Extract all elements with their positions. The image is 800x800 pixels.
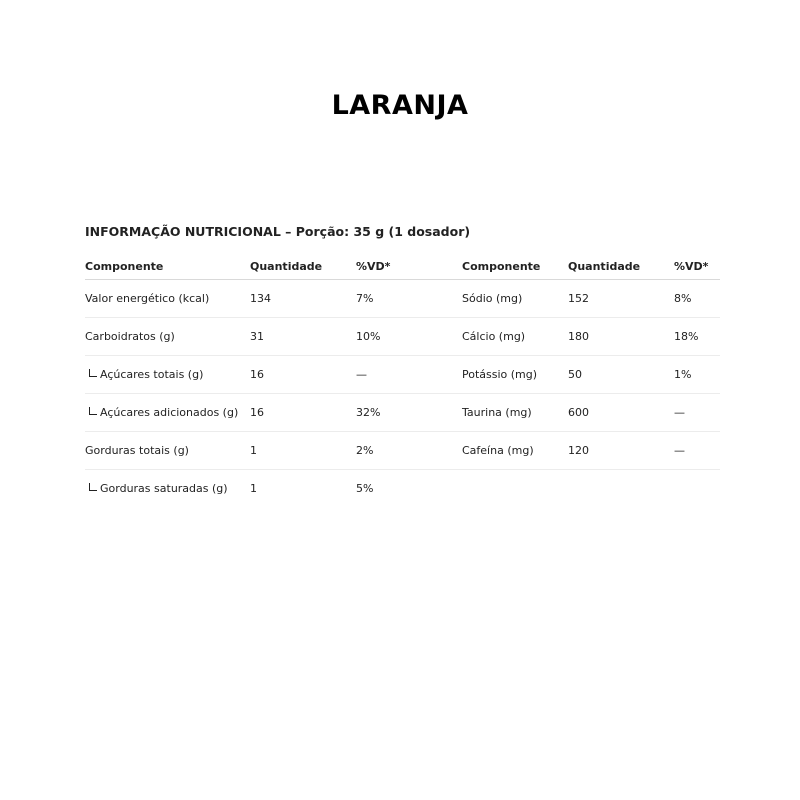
component-name-cell — [85, 394, 250, 432]
daily-value-cell: — — [674, 394, 720, 432]
quantity-cell: 120 — [568, 432, 674, 470]
column-header-daily-value: %VD* — [674, 253, 720, 280]
component-name-cell: Taurina (mg) — [462, 394, 568, 432]
column-header-daily-value: %VD* — [356, 253, 462, 280]
daily-value-cell: 7% — [356, 280, 462, 318]
daily-value-cell: — — [356, 356, 462, 394]
component-name-cell: Cafeína (mg) — [462, 432, 568, 470]
component-name-cell — [85, 470, 250, 508]
quantity-cell: 152 — [568, 280, 674, 318]
daily-value-cell: 2% — [356, 432, 462, 470]
component-name: Valor energético (kcal) — [85, 292, 210, 305]
sub-item-corner-icon — [89, 369, 97, 377]
component-name-cell: Potássio (mg) — [462, 356, 568, 394]
quantity-cell: 180 — [568, 318, 674, 356]
quantity-cell: 1 — [250, 482, 257, 495]
empty-cell — [674, 470, 720, 508]
component-name-cell: Sódio (mg) — [462, 280, 568, 318]
quantity-cell: 50 — [568, 356, 674, 394]
daily-value-cell: 10% — [356, 318, 462, 356]
sub-item-corner-icon — [89, 483, 97, 491]
column-header-component: Componente — [462, 253, 568, 280]
nutrition-heading: INFORMAÇÃO NUTRICIONAL – Porção: 35 g (1 dosador) — [85, 224, 471, 239]
daily-value-cell: 18% — [674, 318, 720, 356]
table-header-row — [85, 253, 720, 280]
component-name: Açúcares adicionados (g) — [100, 406, 239, 419]
component-name-cell: Cálcio (mg) — [462, 318, 568, 356]
component-name-cell — [85, 432, 250, 470]
component-name: Carboidratos (g) — [85, 330, 175, 343]
column-header-quantity: Quantidade — [250, 253, 356, 280]
component-name: Açúcares totais (g) — [100, 368, 204, 381]
daily-value-cell: 5% — [356, 482, 374, 495]
daily-value-cell: 32% — [356, 394, 462, 432]
quantity-cell: 600 — [568, 394, 674, 432]
daily-value-cell: 8% — [674, 280, 720, 318]
table-row — [85, 394, 720, 432]
column-header-component: Componente — [85, 253, 250, 280]
sub-item-corner-icon — [89, 407, 97, 415]
empty-cell — [462, 470, 568, 508]
component-name-cell — [85, 318, 250, 356]
daily-value-cell: 1% — [674, 356, 720, 394]
component-name: Gorduras totais (g) — [85, 444, 189, 457]
quantity-cell: 16 — [250, 356, 356, 394]
daily-value-cell: — — [674, 432, 720, 470]
table-row — [85, 356, 720, 394]
nutrition-table-body — [85, 280, 720, 508]
table-row — [85, 470, 720, 508]
quantity-cell: 134 — [250, 280, 356, 318]
empty-cell — [568, 470, 674, 508]
quantity-cell: 31 — [250, 318, 356, 356]
quantity-cell: 16 — [250, 394, 356, 432]
component-name-cell — [85, 280, 250, 318]
component-name-cell — [85, 356, 250, 394]
nutrition-facts — [85, 224, 720, 507]
nutrition-table — [85, 253, 720, 507]
table-row — [85, 318, 720, 356]
table-row — [85, 280, 720, 318]
table-row — [85, 432, 720, 470]
component-name: Gorduras saturadas (g) — [100, 482, 228, 495]
quantity-cell: 1 — [250, 432, 356, 470]
column-header-quantity: Quantidade — [568, 253, 674, 280]
page-title: LARANJA — [331, 90, 469, 121]
